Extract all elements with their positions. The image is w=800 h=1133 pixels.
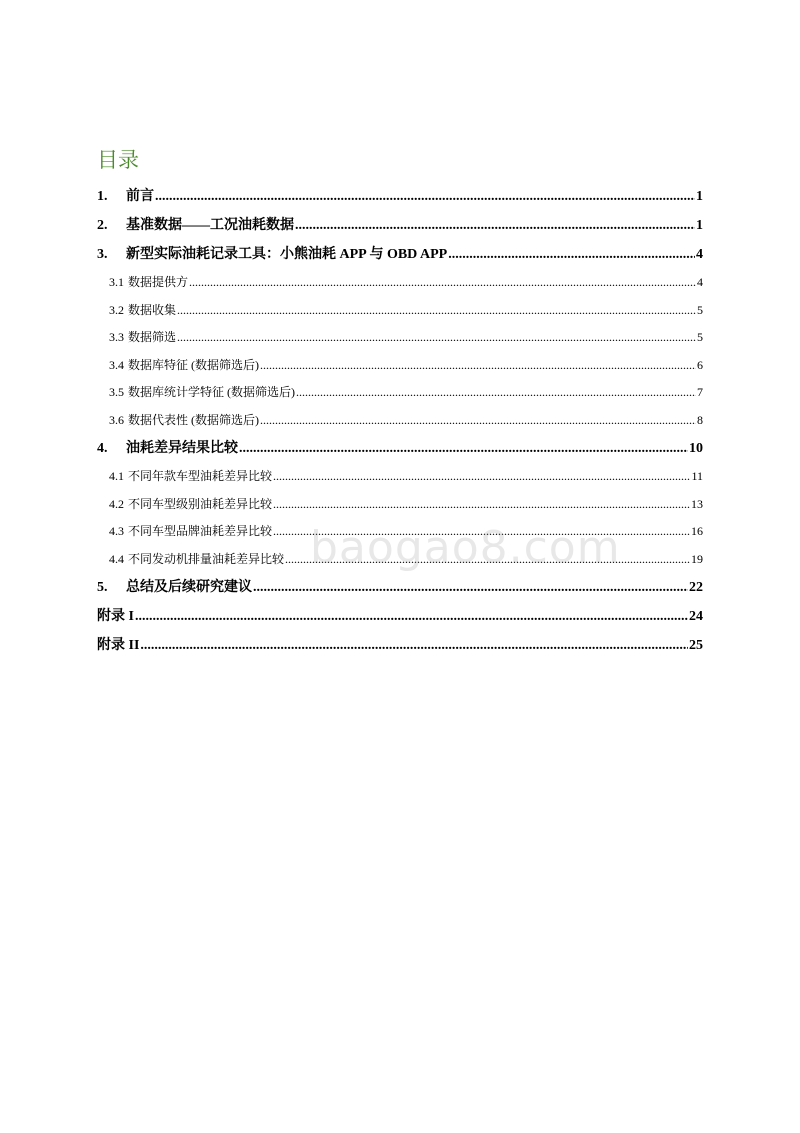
toc-entry-number: 3.1 bbox=[109, 275, 124, 289]
toc-entry-text: 数据库统计学特征 (数据筛选后) bbox=[128, 385, 295, 399]
dot-leader bbox=[296, 379, 696, 407]
toc-entry-number: 4.2 bbox=[109, 496, 124, 511]
toc-entry-page: 13 bbox=[691, 496, 703, 511]
toc-entry-number: 4.3 bbox=[109, 524, 124, 538]
toc-entry-number: 3.2 bbox=[109, 302, 124, 317]
toc-entry-page: 7 bbox=[697, 385, 703, 399]
toc-entry-number: 4.4 bbox=[109, 551, 124, 566]
dot-leader bbox=[177, 324, 696, 352]
toc-subentry[interactable] bbox=[97, 546, 703, 574]
toc-subentry[interactable] bbox=[97, 297, 703, 325]
toc-entry-text: 数据代表性 (数据筛选后) bbox=[128, 412, 259, 427]
toc-entry-number: 3.4 bbox=[109, 357, 124, 372]
toc-entry-page: 1 bbox=[696, 218, 703, 233]
toc-entry-appendix-2[interactable] bbox=[97, 631, 703, 660]
toc-entry-text: 不同发动机排量油耗差异比较 bbox=[128, 551, 285, 566]
toc-entry-text: 前言 bbox=[126, 189, 154, 204]
toc-subentry[interactable] bbox=[97, 269, 703, 297]
toc-entry-number: 3. bbox=[97, 247, 108, 262]
toc-entry-text: 新型实际油耗记录工具：小熊油耗 APP 与 OBD APP bbox=[126, 247, 448, 262]
dot-leader bbox=[295, 211, 695, 240]
toc-entry-number: 3.6 bbox=[109, 412, 124, 427]
toc-entry-text: 总结及后续研究建议 bbox=[126, 580, 252, 595]
dot-leader bbox=[189, 269, 696, 297]
toc-subentry[interactable] bbox=[97, 379, 703, 407]
toc-entry-page: 19 bbox=[691, 551, 703, 566]
dot-leader bbox=[285, 546, 690, 574]
toc-subentry[interactable] bbox=[97, 407, 703, 435]
dot-leader bbox=[140, 631, 688, 660]
toc-entry-page: 16 bbox=[691, 524, 703, 538]
dot-leader bbox=[273, 518, 690, 546]
dot-leader bbox=[239, 434, 688, 463]
toc-subentry[interactable] bbox=[97, 518, 703, 546]
toc-entry-text: 不同年款车型油耗差异比较 bbox=[128, 469, 273, 483]
toc-entry-page: 24 bbox=[689, 609, 703, 624]
toc-entry-number: 3.3 bbox=[109, 330, 124, 344]
toc-entry-text: 不同车型级别油耗差异比较 bbox=[128, 496, 273, 511]
watermark: baogao8.com bbox=[310, 522, 621, 573]
toc-subentry[interactable] bbox=[97, 352, 703, 380]
toc-entry-page: 5 bbox=[697, 330, 703, 344]
dot-leader bbox=[135, 602, 688, 631]
toc-entry-text: 数据提供方 bbox=[128, 275, 189, 289]
dot-leader bbox=[253, 573, 688, 602]
toc-entry-page: 25 bbox=[689, 638, 703, 653]
toc-subentry[interactable] bbox=[97, 463, 703, 491]
toc-subentry[interactable] bbox=[97, 491, 703, 519]
toc-subentry[interactable] bbox=[97, 324, 703, 352]
dot-leader bbox=[260, 407, 696, 435]
toc-entry[interactable] bbox=[97, 211, 703, 240]
toc-entry-page: 10 bbox=[689, 441, 703, 456]
toc-entry-text: 数据筛选 bbox=[128, 330, 177, 344]
toc-entry-number: 3.5 bbox=[109, 385, 124, 399]
dot-leader bbox=[260, 352, 696, 380]
toc-entry-page: 5 bbox=[697, 302, 703, 317]
toc-title: 目录 bbox=[97, 148, 139, 172]
toc-entry[interactable] bbox=[97, 434, 703, 463]
toc-entry-appendix-1[interactable] bbox=[97, 602, 703, 631]
toc-entry-page: 4 bbox=[697, 275, 703, 289]
toc-entry-number: 4. bbox=[97, 441, 108, 456]
toc-entry-number: 5. bbox=[97, 580, 108, 595]
dot-leader bbox=[177, 297, 696, 325]
toc-entry-number: 4.1 bbox=[109, 469, 124, 483]
toc-entry-text: 数据库特征 (数据筛选后) bbox=[128, 357, 259, 372]
toc-entry-text: 油耗差异结果比较 bbox=[126, 441, 238, 456]
toc-entry-page: 22 bbox=[689, 580, 703, 595]
dot-leader bbox=[155, 182, 695, 211]
toc-entry-text: 附录 I bbox=[97, 609, 134, 624]
dot-leader bbox=[273, 491, 690, 519]
toc-entry[interactable] bbox=[97, 182, 703, 211]
toc-entry-number: 2. bbox=[97, 218, 108, 233]
toc-entry-text: 基准数据——工况油耗数据 bbox=[126, 218, 294, 233]
toc-entry-page: 4 bbox=[696, 247, 703, 262]
table-of-contents bbox=[97, 182, 703, 660]
dot-leader bbox=[273, 463, 690, 491]
toc-entry[interactable] bbox=[97, 573, 703, 602]
dot-leader bbox=[448, 240, 695, 269]
toc-entry-page: 8 bbox=[697, 412, 703, 427]
toc-entry-page: 6 bbox=[697, 357, 703, 372]
toc-entry-text: 附录 II bbox=[97, 638, 140, 653]
toc-entry[interactable] bbox=[97, 240, 703, 269]
toc-entry-page: 1 bbox=[696, 189, 703, 204]
toc-entry-text: 数据收集 bbox=[128, 302, 177, 317]
toc-entry-text: 不同车型品牌油耗差异比较 bbox=[128, 524, 273, 538]
toc-entry-number: 1. bbox=[97, 189, 108, 204]
toc-entry-page: 11 bbox=[691, 469, 703, 483]
